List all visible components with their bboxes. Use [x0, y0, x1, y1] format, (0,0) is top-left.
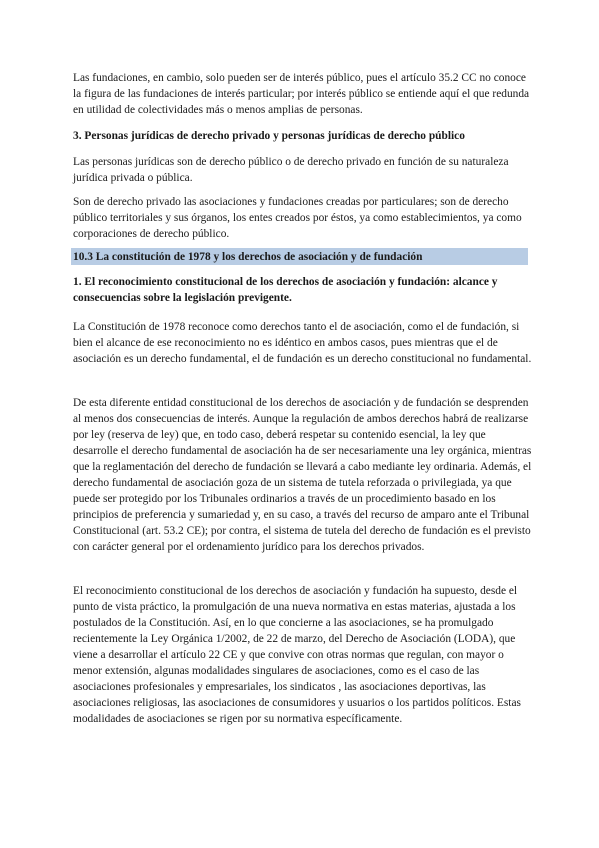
- heading-reconocimiento: 1. El reconocimiento constitucional de los derechos de asociación y fundación: alcance y consecuencias sobre la legislación previgente.: [73, 276, 498, 304]
- section-title: 10.3 La constitución de 1978 y los derechos de asociación y de fundación: [73, 251, 423, 263]
- paragraph-normativa: El reconocimiento constitucional de los derechos de asociación y fundación ha supuesto, desde el punto de vista práctico, la promulgación de una nueva normativa en estas materias, ajustada a los postulados de la Constitución. Así, en lo que concierne a las asociaciones, se ha promulgado recientemente la Ley Orgánica 1/2002, de 22 de marzo, del Derecho de Asociación (LODA), que viene a desarrollar el artículo 22 CE y que convive con otras normas que regulan, con mayor o menor extensión, algunas modalidades singulares de asociaciones, como es el caso de las asociaciones profesionales y empresariales, los sindicatos , las asociaciones deportivas, las asociaciones religiosas, las asociaciones de consumidores y usuarios o los partidos políticos. Estas modalidades de asociaciones se rigen por su normativa específicamente.: [73, 585, 521, 725]
- paragraph-constitucion: La Constitución de 1978 reconoce como derechos tanto el de asociación, como el de fundación, si bien el alcance de ese reconocimiento no es idéntico en ambos casos, pues mientras que el de asociación es un derecho fundamental, el de fundación es un derecho constitucional no fundamental.: [73, 321, 532, 365]
- paragraph-personas-juridicas: Las personas jurídicas son de derecho público o de derecho privado en función de su naturaleza jurídica privada o pública.: [73, 156, 509, 184]
- paragraph-consecuencias: De esta diferente entidad constitucional de los derechos de asociación y de fundación se desprenden al menos dos consecuencias de interés. Aunque la regulación de ambos derechos habrá de realizarse por ley (reserva de ley) que, en todo caso, deberá respetar su contenido esencial, la ley que desarrolle el derecho fundamental de asociación ha de ser necesariamente una ley orgánica, mientras que la reglamentación del derecho de fundación se llevará a cabo mediante ley ordinaria. Además, el derecho fundamental de asociación goza de un sistema de tutela reforzada o privilegiada, ya que puede ser protegido por los Tribunales ordinarios a través de un procedimiento basado en los principios de preferencia y sumariedad y, en su caso, a través del recurso de amparo ante el Tribunal Constitucional (art. 53.2 CE); por contra, el sistema de tutela del derecho de fundación es el previsto con carácter general por el ordenamiento jurídico para los derechos privados.: [73, 397, 532, 553]
- heading-personas-juridicas: 3. Personas jurídicas de derecho privado y personas jurídicas de derecho público: [73, 130, 465, 142]
- paragraph-fundaciones: Las fundaciones, en cambio, solo pueden ser de interés público, pues el artículo 35.2 CC no conoce la figura de las fundaciones de interés particular; por interés público se entiende aquí el que redunda en utilidad de colectividades más o menos amplias de personas.: [73, 72, 530, 116]
- paragraph-derecho-privado: Son de derecho privado las asociaciones y fundaciones creadas por particulares; son de derecho público territoriales y sus órganos, los entes creados por éstos, ya como establecimientos, ya como corporaciones de derecho público.: [73, 196, 522, 240]
